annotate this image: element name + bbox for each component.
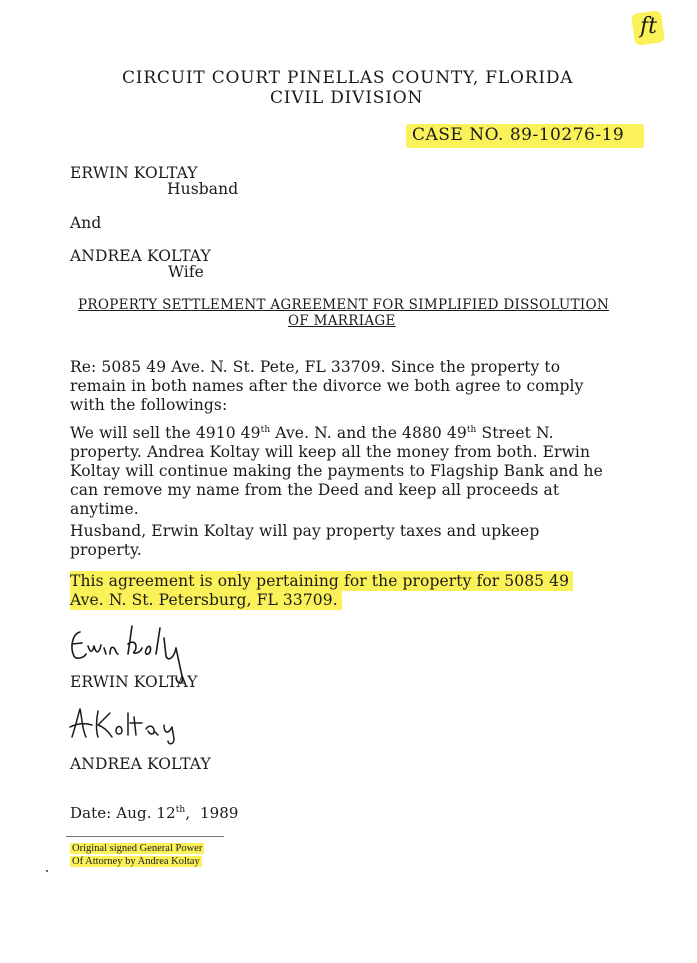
sale-text-b: Ave. N. and the 4880 49 [270, 424, 467, 442]
paragraph-re: Re: 5085 49 Ave. N. St. Pete, FL 33709. Since the property to remain in both names after the divorce we both agree to comply with the followings: [70, 358, 584, 414]
wife-name: ANDREA KOLTAY [70, 247, 211, 265]
agreement-title-line1: PROPERTY SETTLEMENT AGREEMENT FOR SIMPLIFIED DISSOLUTION [78, 297, 609, 313]
stray-dot [46, 870, 48, 872]
husband-printed-name: ERWIN KOLTAY [70, 673, 198, 691]
agreement-title-line2: OF MARRIAGE [288, 313, 396, 329]
note-block [70, 842, 204, 868]
date-prefix: Date: Aug. 12 [70, 804, 176, 822]
date-line [70, 804, 239, 823]
pertaining-line1: This agreement is only pertaining for the property for 5085 49 [70, 571, 573, 591]
note-line1: Original signed General Power [72, 843, 203, 854]
sale-sup-1: th [260, 424, 271, 435]
wife-role: Wife [168, 263, 204, 281]
sale-sup-2: th [466, 424, 477, 435]
paragraph-pertaining [70, 572, 573, 610]
paragraph-taxes: Husband, Erwin Koltay will pay property taxes and upkeep property. [70, 522, 540, 559]
pertaining-line2: Ave. N. St. Petersburg, FL 33709. [70, 590, 342, 610]
date-sup: th [175, 805, 186, 815]
corner-initials: ft [640, 14, 657, 39]
wife-printed-name: ANDREA KOLTAY [70, 755, 211, 773]
note-line2: Of Attorney by Andrea Koltay [72, 856, 200, 867]
court-title: CIRCUIT COURT PINELLAS COUNTY, FLORIDA [122, 68, 574, 88]
conjunction: And [70, 214, 102, 232]
division-title: CIVIL DIVISION [270, 88, 424, 108]
note-rule [66, 836, 224, 837]
husband-name: ERWIN KOLTAY [70, 164, 198, 182]
wife-signature [64, 703, 204, 747]
sale-text-c: Street N. property. Andrea Koltay will keep all the money from both. Erwin Koltay will continue making the payments to Flagship Bank and he can remove my name from the Deed and keep all proceeds at anytime. [70, 424, 603, 518]
husband-role: Husband [167, 180, 239, 198]
sale-text-a: We will sell the 4910 49 [70, 424, 261, 442]
case-number: CASE NO. 89-10276-19 [406, 124, 644, 148]
paragraph-sale [70, 424, 625, 519]
date-suffix: , 1989 [185, 804, 239, 822]
